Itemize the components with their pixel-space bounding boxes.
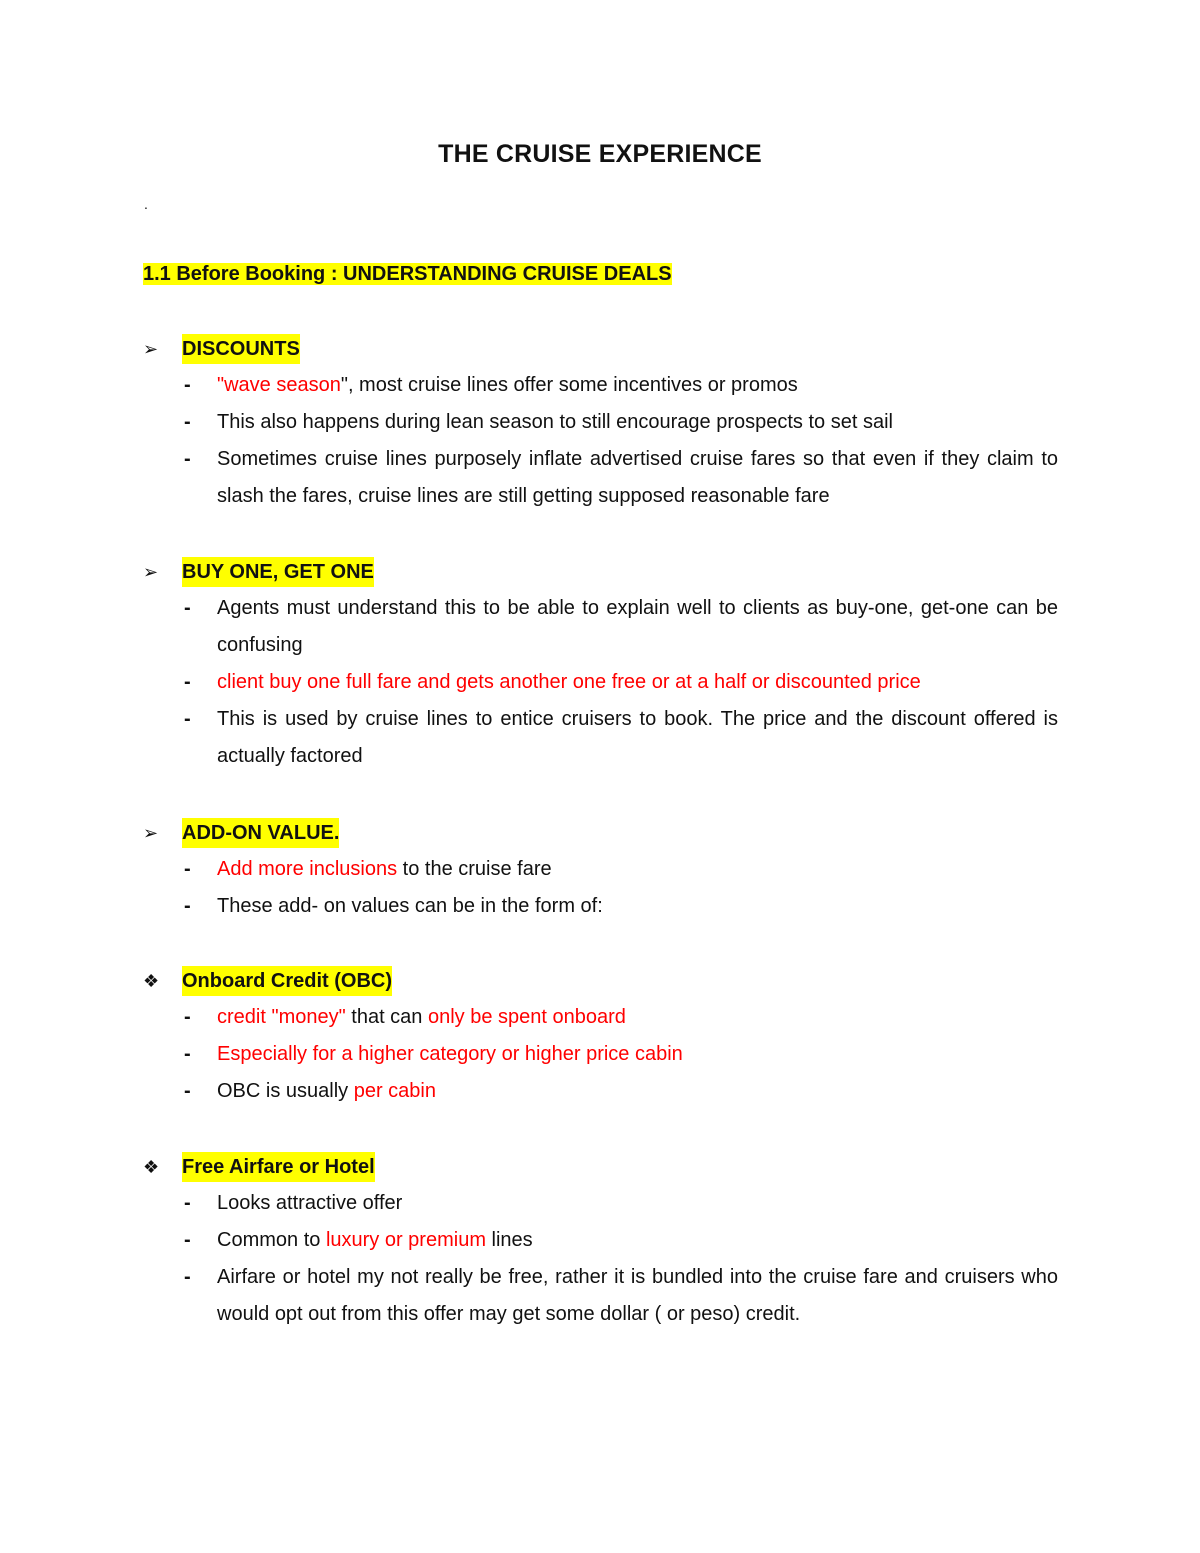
diamond-bullet-icon: ❖ bbox=[143, 1156, 160, 1177]
list-item-text bbox=[217, 851, 1058, 888]
dash-bullet: - bbox=[184, 1266, 191, 1288]
red-text: credit "money" bbox=[217, 1006, 346, 1028]
addon-heading-row bbox=[143, 814, 1058, 851]
plain-text: to the cruise fare bbox=[397, 858, 552, 880]
section-heading bbox=[143, 263, 672, 286]
list-item bbox=[143, 441, 1058, 515]
discounts-heading-row bbox=[143, 330, 1058, 367]
obc-heading: Onboard Credit (OBC) bbox=[182, 966, 392, 996]
list-item bbox=[143, 999, 1058, 1036]
list-item bbox=[143, 367, 1058, 404]
list-item bbox=[143, 664, 1058, 701]
diamond-bullet-icon: ❖ bbox=[143, 970, 160, 991]
red-text: "wave season bbox=[217, 374, 341, 396]
list-item bbox=[143, 1036, 1058, 1073]
dash-bullet: - bbox=[184, 858, 191, 880]
list-item bbox=[143, 1185, 1058, 1222]
list-item-text bbox=[217, 1222, 1058, 1259]
list-item-text: client buy one full fare and gets another one free or at a half or discounted price bbox=[217, 671, 921, 693]
list-item-text bbox=[217, 999, 1058, 1036]
airfare-heading: Free Airfare or Hotel bbox=[182, 1152, 375, 1182]
list-item-text bbox=[217, 1073, 1058, 1110]
bogo-section bbox=[143, 553, 1058, 775]
plain-text: ", most cruise lines offer some incentives or promos bbox=[340, 374, 798, 396]
dash-bullet: - bbox=[184, 708, 191, 730]
document-title: THE CRUISE EXPERIENCE bbox=[438, 140, 762, 168]
list-item-text: This also happens during lean season to still encourage prospects to set sail bbox=[217, 411, 893, 433]
addon-heading: ADD-ON VALUE. bbox=[182, 818, 339, 848]
bogo-heading: BUY ONE, GET ONE bbox=[182, 557, 374, 587]
list-item-text: Airfare or hotel my not really be free, rather it is bundled into the cruise fare and cruisers who would opt out from this offer may get some dollar ( or peso) credit. bbox=[217, 1266, 1058, 1325]
addon-section bbox=[143, 814, 1058, 925]
red-text: Add more inclusions bbox=[217, 858, 398, 880]
section-heading-text: 1.1 Before Booking : UNDERSTANDING CRUISE DEALS bbox=[143, 263, 672, 285]
list-item bbox=[143, 1259, 1058, 1333]
dash-bullet: - bbox=[184, 411, 191, 433]
list-item-text: This is used by cruise lines to entice cruisers to book. The price and the discount offered is actually factored bbox=[217, 708, 1058, 767]
obc-section bbox=[143, 962, 1058, 1110]
list-item bbox=[143, 701, 1058, 775]
obc-heading-row bbox=[143, 962, 1058, 999]
discounts-section bbox=[143, 330, 1058, 515]
list-item bbox=[143, 404, 1058, 441]
list-item bbox=[143, 851, 1058, 888]
list-item bbox=[143, 1073, 1058, 1110]
dash-bullet: - bbox=[184, 1229, 191, 1251]
arrow-bullet-icon: ➢ bbox=[143, 822, 159, 843]
list-item-text: Agents must understand this to be able to explain well to clients as buy-one, get-one can be confusing bbox=[217, 597, 1058, 656]
airfare-section bbox=[143, 1148, 1058, 1333]
plain-text: that can bbox=[345, 1006, 428, 1028]
discounts-heading: DISCOUNTS bbox=[182, 334, 300, 364]
dash-bullet: - bbox=[184, 1043, 191, 1065]
dash-bullet: - bbox=[184, 448, 191, 470]
list-item-text bbox=[217, 367, 1058, 404]
list-item bbox=[143, 888, 1058, 925]
dash-bullet: - bbox=[184, 597, 191, 619]
arrow-bullet-icon: ➢ bbox=[143, 561, 159, 582]
airfare-heading-row bbox=[143, 1148, 1058, 1185]
plain-text: OBC is usually bbox=[217, 1080, 354, 1102]
list-item-text: Especially for a higher category or higher price cabin bbox=[217, 1043, 683, 1065]
dash-bullet: - bbox=[184, 671, 191, 693]
list-item-text: These add- on values can be in the form of: bbox=[217, 895, 603, 917]
dash-bullet: - bbox=[184, 895, 191, 917]
stray-dot: . bbox=[144, 196, 148, 212]
dash-bullet: - bbox=[184, 1192, 191, 1214]
list-item bbox=[143, 1222, 1058, 1259]
list-item-text: Looks attractive offer bbox=[217, 1192, 403, 1214]
dash-bullet: - bbox=[184, 1080, 191, 1102]
red-text: per cabin bbox=[353, 1080, 436, 1102]
plain-text: lines bbox=[485, 1229, 533, 1251]
plain-text: Common to bbox=[217, 1229, 326, 1251]
red-text: luxury or premium bbox=[325, 1229, 486, 1251]
arrow-bullet-icon: ➢ bbox=[143, 338, 159, 359]
list-item bbox=[143, 590, 1058, 664]
bogo-heading-row bbox=[143, 553, 1058, 590]
dash-bullet: - bbox=[184, 374, 191, 396]
list-item-text: Sometimes cruise lines purposely inflate advertised cruise fares so that even if they claim to slash the fares, cruise lines are still getting supposed reasonable fare bbox=[217, 448, 1058, 507]
dash-bullet: - bbox=[184, 1006, 191, 1028]
red-text: only be spent onboard bbox=[427, 1006, 626, 1028]
